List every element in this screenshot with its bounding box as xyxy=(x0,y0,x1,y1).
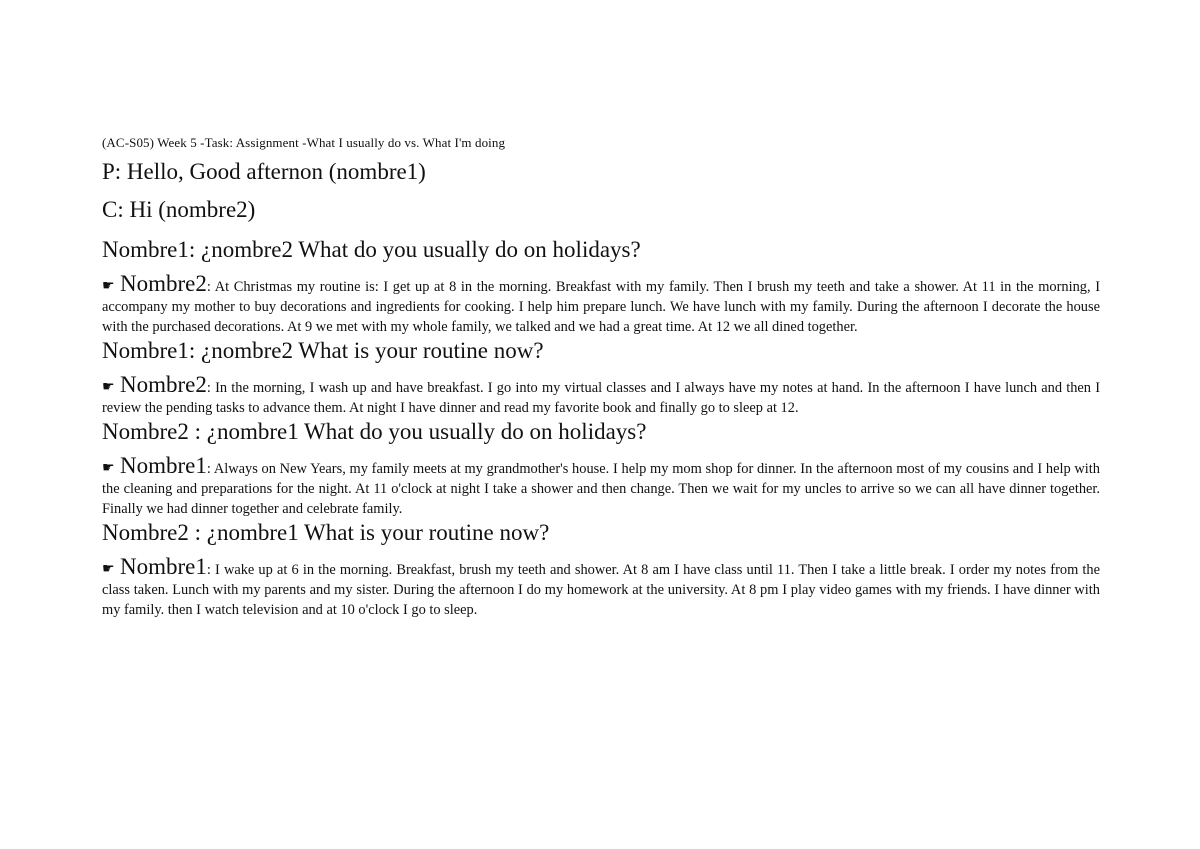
answer-text: : I wake up at 6 in the morning. Breakfast, brush my teeth and shower. At 8 am I have class until 11. Then I take a little break. I order my notes from the class taken. Lunch with my parents and my sister. During the afternoon I do my homework at the university. At 8 pm I play video games with my friends. I have dinner with my family. then I watch television and at 10 o'clock I go to sleep. xyxy=(102,562,1100,618)
greeting-c: C: Hi (nombre2) xyxy=(102,197,256,222)
answer-speaker: Nombre1 xyxy=(120,453,207,478)
document-title: (AC-S05) Week 5 -Task: Assignment -What I usually do vs. What I'm doing xyxy=(102,135,506,150)
greeting-p: P: Hello, Good afternon (nombre1) xyxy=(102,159,426,184)
question-1: Nombre1: ¿nombre2 What do you usually do on holidays? xyxy=(102,237,641,262)
question-2: Nombre1: ¿nombre2 What is your routine now? xyxy=(102,338,544,363)
answer-text: : Always on New Years, my family meets at my grandmother's house. I help my mom shop for dinner. In the afternoon most of my cousins and I help with the cleaning and preparations for the night. At 11 o'clock at night I take a shower and then change. Then we wait for my uncles to arrive so we can all have dinner together. Finally we had dinner together and celebrate family. xyxy=(102,461,1100,517)
question-3: Nombre2 : ¿nombre1 What do you usually do on holidays? xyxy=(102,419,647,444)
answer-4 xyxy=(102,554,1100,620)
answer-speaker: Nombre2 xyxy=(120,372,207,397)
pointing-hand-icon: ☛ xyxy=(102,461,115,476)
pointing-hand-icon: ☛ xyxy=(102,562,115,577)
answer-3 xyxy=(102,453,1100,519)
answer-text: : At Christmas my routine is: I get up at 8 in the morning. Breakfast with my family. Then I brush my teeth and take a shower. At 11 in the morning, I accompany my mother to buy decorations and ingredients for cooking. I help him prepare lunch. We have lunch with my family. During the afternoon I decorate the house with the purchased decorations. At 9 we met with my whole family, we talked and we had a great time. At 12 we all dined together. xyxy=(102,279,1100,335)
answer-speaker: Nombre2 xyxy=(120,271,207,296)
pointing-hand-icon: ☛ xyxy=(102,380,115,395)
answer-text: : In the morning, I wash up and have breakfast. I go into my virtual classes and I always have my notes at hand. In the afternoon I have lunch and then I review the pending tasks to advance them. At night I have dinner and read my favorite book and finally go to sleep at 12. xyxy=(102,380,1100,416)
pointing-hand-icon: ☛ xyxy=(102,279,115,294)
answer-1 xyxy=(102,271,1100,337)
question-4: Nombre2 : ¿nombre1 What is your routine now? xyxy=(102,520,550,545)
answer-speaker: Nombre1 xyxy=(120,554,207,579)
document-page xyxy=(102,134,1100,620)
answer-2 xyxy=(102,372,1100,418)
